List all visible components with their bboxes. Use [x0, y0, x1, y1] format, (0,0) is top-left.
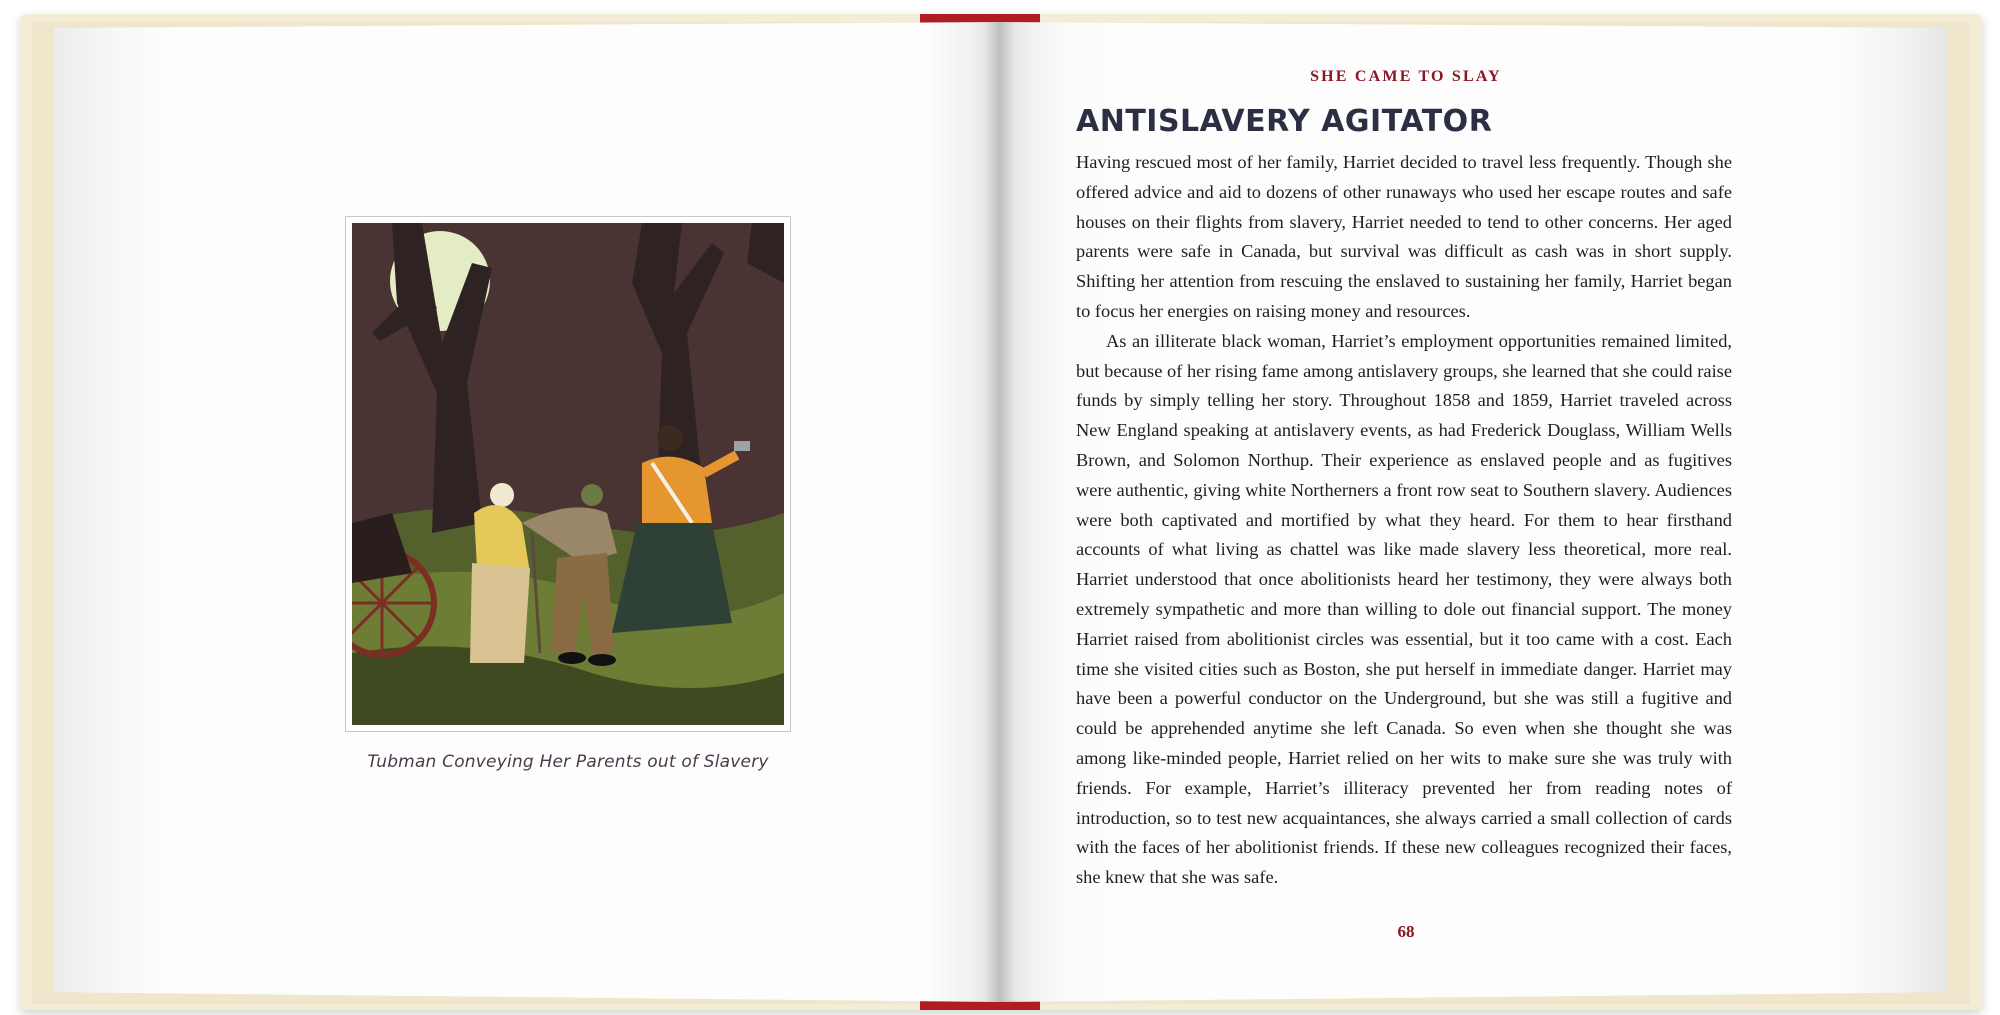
running-head: SHE CAME TO SLAY — [1310, 68, 1502, 85]
body-text — [1076, 148, 1732, 893]
book-gutter — [984, 22, 1014, 1002]
paragraph: As an illiterate black woman, Harriet’s employment opportunities remained limited, but because of her rising fame among antislavery groups, she learned that she could raise funds by simply telling her story. Throughout 1858 and 1859, Harriet traveled across New England speaking at antislavery events, as had Frederick Douglass, William Wells Brown, and Solomon Northup. Their experience as enslaved people and as fugitives were authentic, giving white Northerners a front row seat to Southern slavery. Audiences were both captivated and mortified by what they heard. For them to hear firsthand accounts of what living as chattel was like made slavery less theoretical, more real. Harriet understood that once abolitionists heard her testimony, they were always both extremely sympathetic and more than willing to dole out financial support. The money Harriet raised from abolitionist circles was essential, but it too came with a cost. Each time she visited cities such as Boston, she put herself in immediate danger. Harriet may have been a powerful conductor on the Underground, but she was still a fugitive and could be apprehended anytime she left Canada. So even when she thought she was among like-minded people, Harriet relied on her wits to make sure she was truly with friends. For example, Harriet’s illiteracy prevented her from reading notes of introduction, so to test new acquaintances, she always carried a small collection of cards with the faces of her abolitionist friends. If these new colleagues recognized their faces, she knew that she was safe. — [1076, 330, 1732, 888]
illustration-night-escape-icon — [352, 223, 784, 725]
illustration-frame — [345, 216, 791, 732]
paragraph: Having rescued most of her family, Harriet decided to travel less frequently. Though she offered advice and aid to dozens of other runaways who used her escape routes and safe houses on their flights from slavery, Harriet needed to tend to other concerns. Her aged parents were safe in Canada, but survival was difficult as cash was in short supply. Shifting her attention from rescuing the enslaved to sustaining her family, Harriet began to focus her energies on raising money and resources. — [1076, 152, 1732, 321]
section-title: ANTISLAVERY AGITATOR — [1076, 104, 1493, 139]
figure-caption: Tubman Conveying Her Parents out of Slavery — [367, 752, 769, 772]
page-number: 68 — [1397, 922, 1415, 941]
